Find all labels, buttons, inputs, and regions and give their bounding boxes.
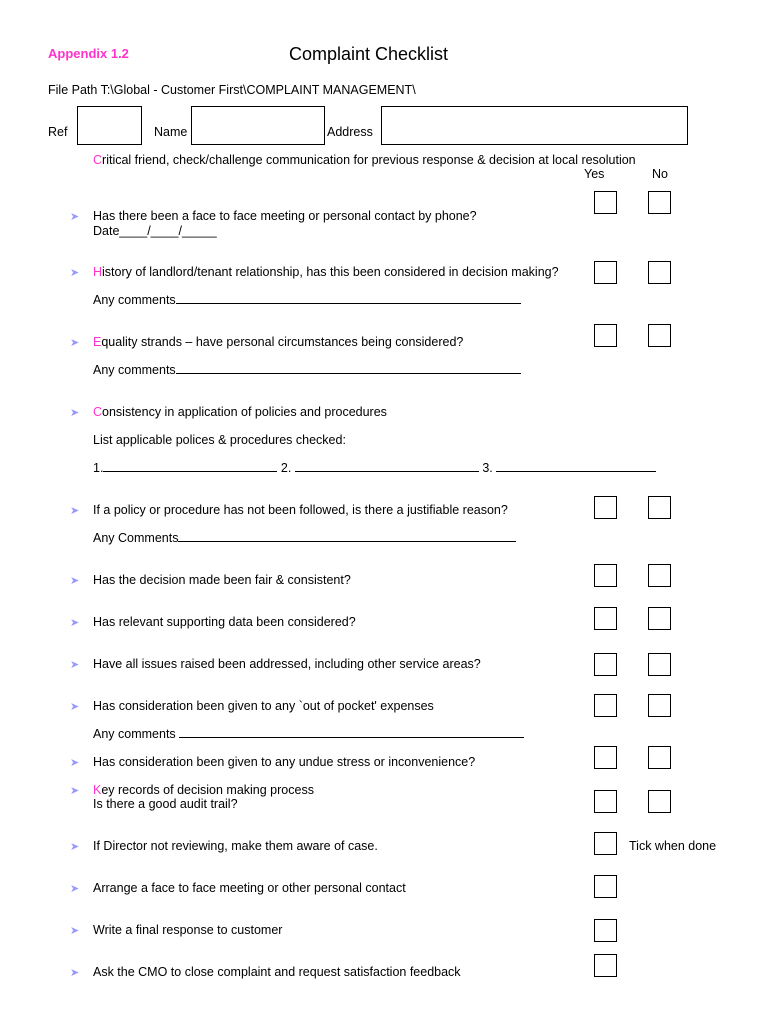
question-supporting-data: Has relevant supporting data been considered? [93, 615, 356, 629]
q9-yes-checkbox[interactable] [594, 694, 617, 717]
name-label: Name [154, 125, 188, 139]
ref-label: Ref [48, 125, 68, 139]
bullet-arrow-icon: ➤ [70, 659, 80, 671]
q7-yes-checkbox[interactable] [594, 607, 617, 630]
question-face-to-face: Has there been a face to face meeting or personal contact by phone? [93, 209, 477, 223]
question-key-records: Key records of decision making process [93, 783, 314, 797]
bullet-arrow-icon: ➤ [70, 757, 80, 769]
q3-no-checkbox[interactable] [648, 324, 671, 347]
bullet-arrow-icon: ➤ [70, 505, 80, 517]
question-out-of-pocket: Has consideration been given to any `out of pocket' expenses [93, 699, 434, 713]
q7-no-checkbox[interactable] [648, 607, 671, 630]
q12-done-checkbox[interactable] [594, 832, 617, 855]
bullet-arrow-icon: ➤ [70, 617, 80, 629]
bullet-arrow-icon: ➤ [70, 575, 80, 587]
comments-line: Any Comments [93, 531, 516, 545]
question-undue-stress: Has consideration been given to any undue stress or inconvenience? [93, 755, 476, 769]
policies-list-lines: 1. 2. 3. [93, 461, 656, 475]
no-header: No [652, 167, 668, 181]
q13-done-checkbox[interactable] [594, 875, 617, 898]
q10-no-checkbox[interactable] [648, 746, 671, 769]
question-issues-addressed: Have all issues raised been addressed, including other service areas? [93, 657, 481, 671]
question-history: History of landlord/tenant relationship, has this been considered in decision making? [93, 265, 559, 279]
q1-yes-checkbox[interactable] [594, 191, 617, 214]
comments-line: Any comments [93, 727, 524, 741]
q10-yes-checkbox[interactable] [594, 746, 617, 769]
address-label: Address [327, 125, 373, 139]
bullet-arrow-icon: ➤ [70, 925, 80, 937]
question-audit-trail: Is there a good audit trail? [93, 797, 238, 811]
q9-no-checkbox[interactable] [648, 694, 671, 717]
ref-field[interactable] [77, 106, 142, 145]
q5-no-checkbox[interactable] [648, 496, 671, 519]
tick-when-done-label: Tick when done [629, 839, 717, 853]
address-field[interactable] [381, 106, 688, 145]
bullet-arrow-icon: ➤ [70, 407, 80, 419]
date-line: Date____/____/_____ [93, 224, 217, 238]
question-equality: Equality strands – have personal circumstances being considered? [93, 335, 464, 349]
q8-yes-checkbox[interactable] [594, 653, 617, 676]
q2-no-checkbox[interactable] [648, 261, 671, 284]
bullet-arrow-icon: ➤ [70, 967, 80, 979]
q6-yes-checkbox[interactable] [594, 564, 617, 587]
policies-list-label: List applicable polices & procedures checked: [93, 433, 346, 447]
bullet-arrow-icon: ➤ [70, 267, 80, 279]
q2-yes-checkbox[interactable] [594, 261, 617, 284]
file-path: File Path T:\Global - Customer First\COMPLAINT MANAGEMENT\ [48, 83, 416, 97]
bullet-arrow-icon: ➤ [70, 785, 80, 797]
question-policy-not-followed: If a policy or procedure has not been followed, is there a justifiable reason? [93, 503, 508, 517]
intro-text: Critical friend, check/challenge communication for previous response & decision at local resolution [93, 153, 636, 167]
bullet-arrow-icon: ➤ [70, 883, 80, 895]
q1-no-checkbox[interactable] [648, 191, 671, 214]
task-close-complaint: Ask the CMO to close complaint and request satisfaction feedback [93, 965, 461, 979]
task-final-response: Write a final response to customer [93, 923, 283, 937]
yes-header: Yes [584, 167, 605, 181]
page-title: Complaint Checklist [289, 44, 449, 64]
q6-no-checkbox[interactable] [648, 564, 671, 587]
name-field[interactable] [191, 106, 325, 145]
q14-done-checkbox[interactable] [594, 919, 617, 942]
question-consistency: Consistency in application of policies and procedures [93, 405, 387, 419]
q3-yes-checkbox[interactable] [594, 324, 617, 347]
q11-no-checkbox[interactable] [648, 790, 671, 813]
appendix-label: Appendix 1.2 [48, 46, 129, 61]
q15-done-checkbox[interactable] [594, 954, 617, 977]
bullet-arrow-icon: ➤ [70, 701, 80, 713]
task-director-aware: If Director not reviewing, make them aware of case. [93, 839, 378, 853]
q8-no-checkbox[interactable] [648, 653, 671, 676]
comments-line: Any comments [93, 293, 521, 307]
q11-yes-checkbox[interactable] [594, 790, 617, 813]
q5-yes-checkbox[interactable] [594, 496, 617, 519]
bullet-arrow-icon: ➤ [70, 841, 80, 853]
question-fair-consistent: Has the decision made been fair & consistent? [93, 573, 351, 587]
comments-line: Any comments [93, 363, 521, 377]
bullet-arrow-icon: ➤ [70, 337, 80, 349]
task-arrange-meeting: Arrange a face to face meeting or other personal contact [93, 881, 406, 895]
bullet-arrow-icon: ➤ [70, 211, 80, 223]
